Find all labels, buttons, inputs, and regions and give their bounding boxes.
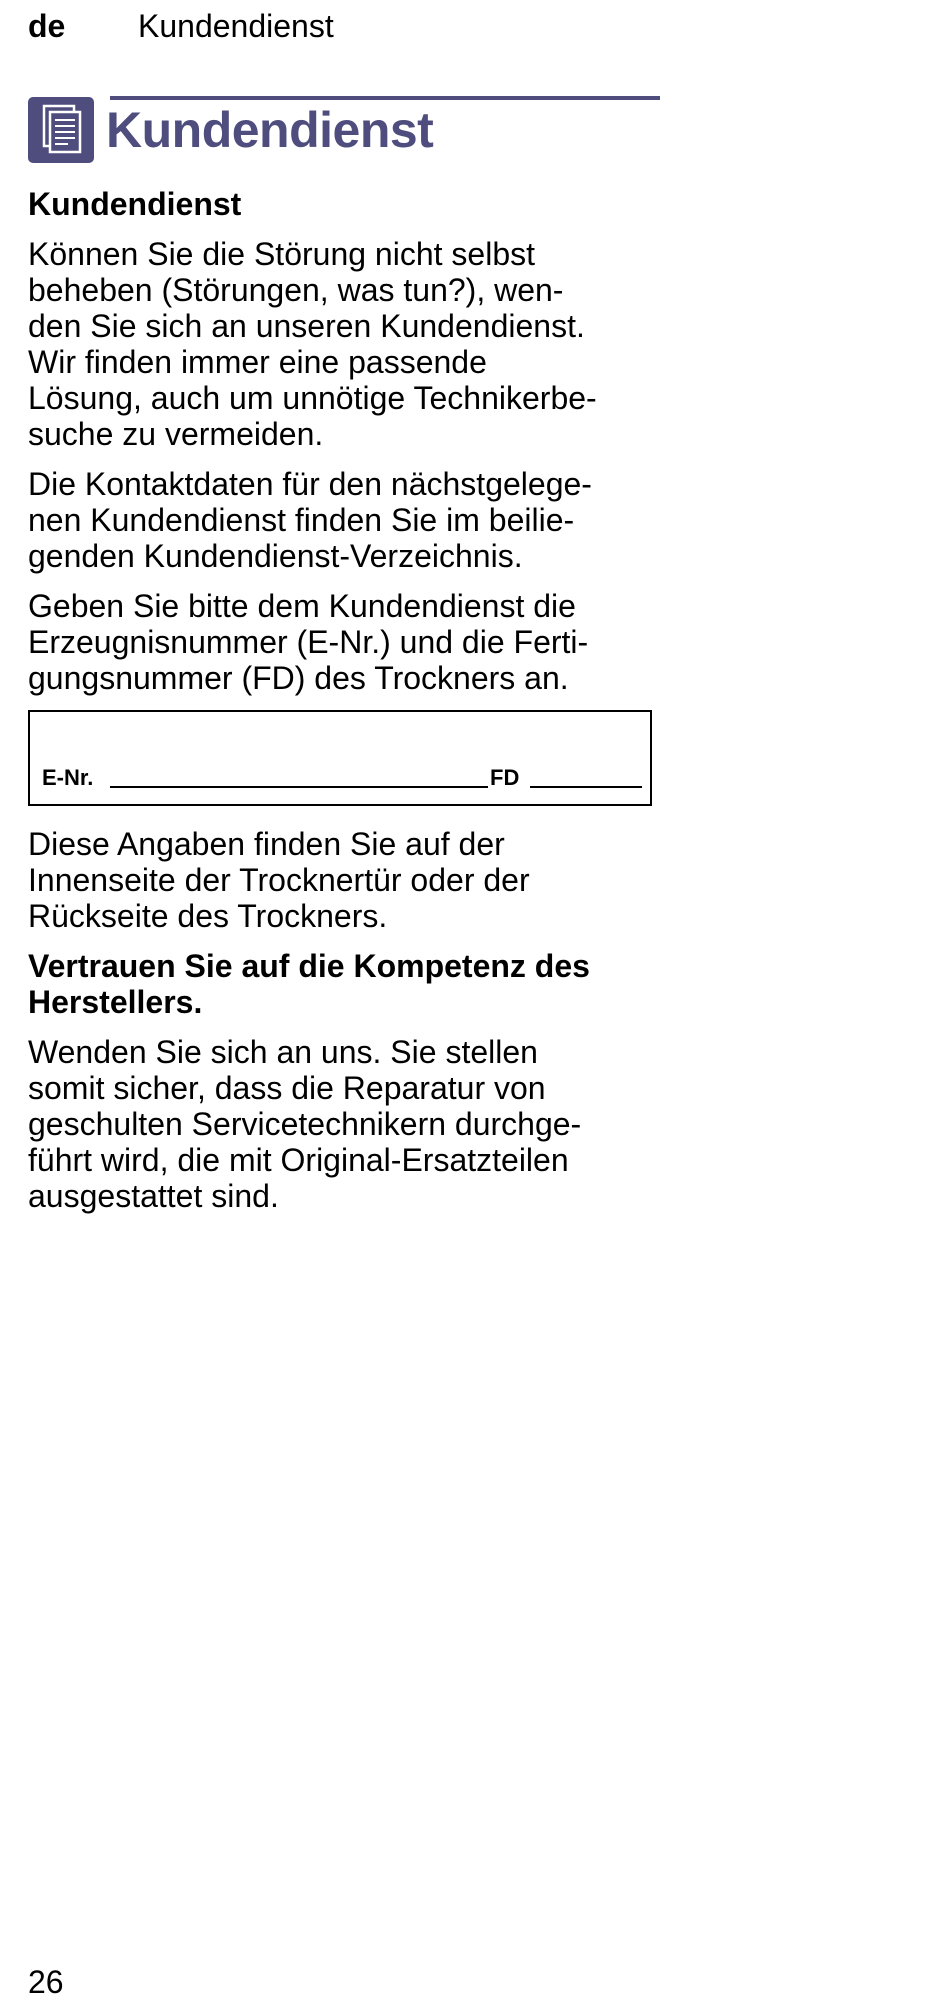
paragraph-location: Diese Angaben finden Sie auf der Innenseite der Trocknertür oder der Rückseite des Trockners. bbox=[28, 826, 530, 934]
trust-subheading: Vertrauen Sie auf die Kompetenz des Herstellers. bbox=[28, 948, 590, 1020]
page-header bbox=[28, 6, 668, 46]
page-title: Kundendienst bbox=[106, 102, 434, 158]
fd-label: FD bbox=[490, 765, 520, 790]
fd-entry-line bbox=[530, 786, 642, 788]
header-section-title: Kundendienst bbox=[138, 8, 334, 44]
paragraph-service: Wenden Sie sich an uns. Sie stellen somit sicher, dass die Reparatur von geschulten Servicetechnikern durchge- führt wird, die mit Original-Ersatzteilen ausgestattet sind. bbox=[28, 1034, 582, 1214]
enr-label: E-Nr. bbox=[42, 765, 94, 790]
page-number: 26 bbox=[28, 1964, 64, 2000]
paragraph-intro: Können Sie die Störung nicht selbst beheben (Störungen, was tun?), wen- den Sie sich an unseren Kundendienst. Wir finden immer eine passende Lösung, auch um unnötige Technikerbe- suche zu vermeiden. bbox=[28, 236, 597, 452]
main-content bbox=[28, 186, 668, 1228]
paragraph-numbers: Geben Sie bitte dem Kundendienst die Erzeugnisnummer (E-Nr.) und die Ferti- gungsnummer (FD) des Trockners an. bbox=[28, 588, 589, 696]
document-pages-icon bbox=[28, 97, 94, 163]
paragraph-contact: Die Kontaktdaten für den nächstgelege- nen Kundendienst finden Sie im beilie- genden Kundendienst-Verzeichnis. bbox=[28, 466, 592, 574]
product-number-form bbox=[28, 710, 652, 806]
section-subheading: Kundendienst bbox=[28, 186, 242, 222]
enr-entry-line bbox=[110, 786, 488, 788]
language-code: de bbox=[28, 8, 66, 44]
